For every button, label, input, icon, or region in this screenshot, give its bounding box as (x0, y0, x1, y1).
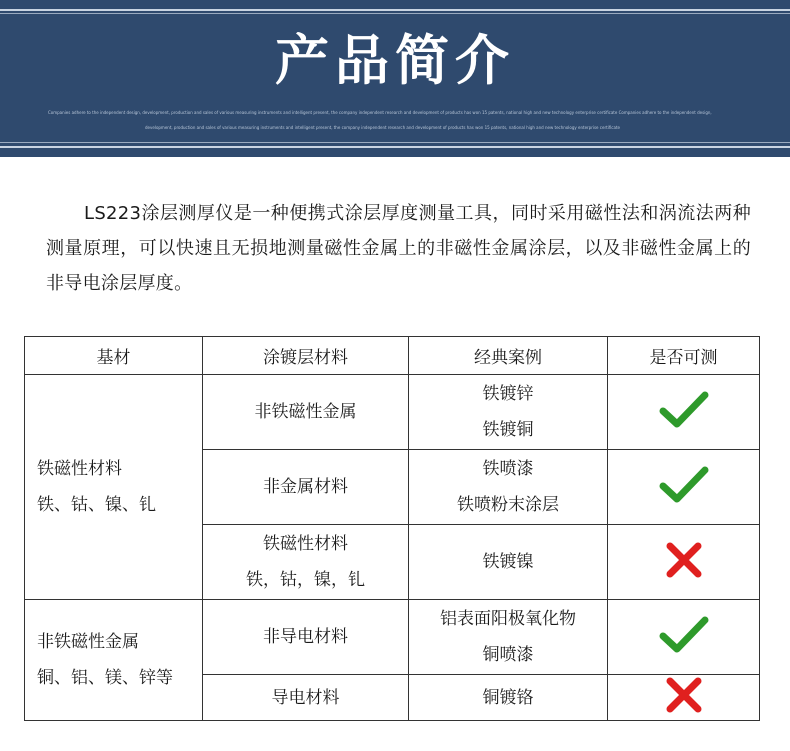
case-cell (409, 600, 608, 675)
page-title: 产品简介 (275, 29, 515, 92)
measurability-table (24, 336, 760, 721)
result-cell (608, 675, 760, 721)
result-cell (608, 600, 760, 675)
base-material-examples: 铜、铝、镁、锌等 (37, 668, 173, 688)
coating-cell (203, 450, 409, 525)
cross-icon (664, 675, 704, 720)
case-text: 铁喷漆 (482, 459, 534, 479)
banner-bottom-rule-thin (0, 142, 790, 143)
case-text: 铜喷漆 (482, 645, 534, 665)
case-cell (409, 675, 608, 721)
base-material-cell (25, 600, 203, 721)
case-cell (409, 450, 608, 525)
header-measurable: 是否可测 (608, 337, 760, 375)
base-material-examples: 铁、钴、镍、钆 (37, 495, 156, 515)
result-cell (608, 525, 760, 600)
header-cases: 经典案例 (409, 337, 608, 375)
coating-text: 非导电材料 (263, 627, 348, 647)
table-row (25, 600, 760, 675)
coating-cell (203, 375, 409, 450)
case-text: 铁镀镍 (482, 552, 534, 572)
banner-bottom-rule (0, 146, 790, 148)
base-material-name: 非铁磁性金属 (37, 632, 139, 652)
banner-top-rule-thin (0, 13, 790, 14)
coating-cell (203, 675, 409, 721)
banner-top-rule (0, 9, 790, 11)
coating-cell (203, 600, 409, 675)
table-row (25, 375, 760, 450)
table-header-row (25, 337, 760, 375)
coating-text: 铁磁性材料 (263, 534, 348, 554)
result-cell (608, 450, 760, 525)
coating-text: 导电材料 (271, 687, 340, 708)
result-cell (608, 375, 760, 450)
check-icon (659, 390, 709, 435)
case-text: 铁镀铜 (482, 420, 534, 440)
case-text: 铝表面阳极氧化物 (440, 609, 576, 629)
coating-text: 铁，钴，镍，钆 (246, 570, 365, 590)
check-icon (659, 465, 709, 510)
case-text: 铁喷粉末涂层 (457, 495, 559, 515)
case-cell (409, 525, 608, 600)
header-banner (0, 0, 790, 157)
coating-text: 非铁磁性金属 (254, 402, 357, 422)
header-coating: 涂镀层材料 (203, 337, 409, 375)
product-intro: LS223涂层测厚仪是一种便携式涂层厚度测量工具，同时采用磁性法和涡流法两种测量原理，可以快速且无损地测量磁性金属上的非磁性金属涂层，以及非磁性金属上的非导电涂层厚度。 (46, 203, 751, 294)
cross-icon (664, 540, 704, 585)
header-base: 基材 (25, 337, 203, 375)
banner-fine-text-2: development, production and sales of various measuring instruments and intelligent present, the company independent research and development of products has won 15 patents, national high and new technology enterprise certificate (145, 125, 620, 130)
check-icon (659, 615, 709, 660)
case-text: 铜镀铬 (482, 687, 534, 708)
base-material-name: 铁磁性材料 (37, 459, 122, 479)
coating-text: 非金属材料 (263, 477, 348, 497)
case-text: 铁镀锌 (482, 384, 534, 404)
base-material-cell (25, 375, 203, 600)
case-cell (409, 375, 608, 450)
banner-fine-text-1: Companies adhere to the independent design, development, production and sales of various measuring instruments and intelligent present, the company independent research and development of products has won 15 patents, national high and new technology enterprise certificate Companies adhere to the independent design, (48, 110, 712, 115)
coating-cell (203, 525, 409, 600)
